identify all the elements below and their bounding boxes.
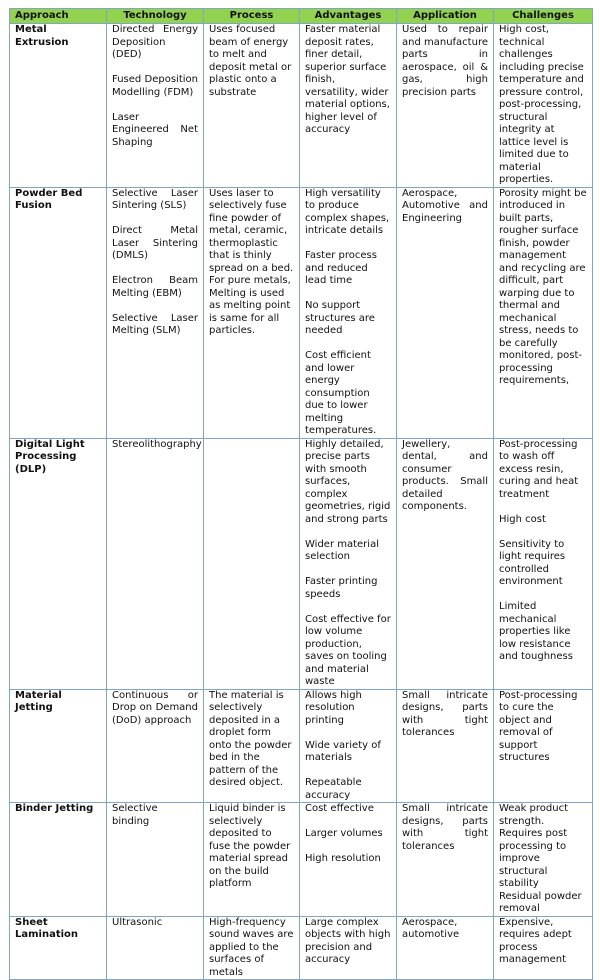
advantages-text: Faster process and reduced lead time: [305, 250, 377, 286]
challenges-text: High cost, technical challenges including precise temperature and pressure control, post-processing, structural integrity at lattice level is limited due to material properties.: [499, 24, 584, 185]
advantages-text: No support structures are needed: [305, 300, 375, 336]
process-text: High-frequency sound waves are applied to the surfaces of metals: [209, 916, 294, 978]
advantages-cell: [300, 916, 397, 980]
technology-text: Ultrasonic: [112, 916, 163, 928]
technology-cell: [107, 438, 204, 689]
challenges-text: Porosity might be introduced in built parts, rougher surface finish, powder management and recycling are difficult, part warping due to thermal and mechanical stress, needs to be carefully monitored, post-processing requirements,: [499, 187, 587, 386]
technology-text: Fused Deposition Modelling (FDM): [112, 74, 198, 98]
header-advantages: Advantages: [300, 9, 397, 24]
challenges-text: Post-processing to wash off excess resin, curing and heat treatment: [499, 438, 579, 500]
header-technology: Technology: [107, 9, 204, 24]
process-cell: [204, 187, 300, 438]
challenges-text: Weak product strength. Requires post processing to improve structural stability Residual powder removal: [499, 803, 582, 914]
advantages-text: Faster printing speeds: [305, 576, 378, 600]
challenges-text: Sensitivity to light requires controlled environment: [499, 538, 566, 587]
header-process: Process: [204, 9, 300, 24]
advantages-cell: [300, 803, 397, 917]
header-approach: Approach: [10, 9, 107, 24]
table-row: [10, 438, 593, 689]
process-cell: [204, 689, 300, 803]
advantages-text: Cost effective: [305, 803, 374, 814]
process-cell: [204, 24, 300, 188]
application-cell: [397, 689, 494, 803]
application-text: Jewellery, dental, and consumer products. Small detailed components.: [402, 438, 488, 512]
technology-cell: [107, 916, 204, 980]
challenges-cell: [494, 916, 593, 980]
approach-cell: Metal Extrusion: [10, 24, 107, 188]
challenges-cell: [494, 803, 593, 917]
challenges-cell: [494, 187, 593, 438]
technology-text: Direct Metal Laser Sintering (DMLS): [112, 225, 198, 261]
approach-cell: Sheet Lamination: [10, 916, 107, 980]
table-row: [10, 689, 593, 803]
challenges-cell: [494, 24, 593, 188]
application-text: Small intricate designs, parts with tight tolerances: [402, 689, 488, 738]
approach-cell: Binder Jetting: [10, 803, 107, 917]
process-text: Uses focused beam of energy to melt and deposit metal or plastic onto a substrate: [209, 24, 292, 98]
advantages-text: High resolution: [305, 853, 381, 864]
technology-text: Laser Engineered Net Shaping: [112, 111, 198, 148]
technology-text: Stereolithography: [112, 438, 202, 450]
process-cell: [204, 438, 300, 689]
technology-text: Selective Laser Melting (SLM): [112, 312, 198, 336]
advantages-text: High versatility to produce complex shapes, intricate details: [305, 187, 390, 236]
application-cell: [397, 438, 494, 689]
technology-text: Continuous or Drop on Demand (DoD) approach: [112, 689, 198, 726]
table-row: [10, 187, 593, 438]
technology-cell: [107, 689, 204, 803]
application-text: Used to repair and manufacture parts in aerospace, oil & gas, high precision parts: [402, 24, 488, 98]
challenges-text: Post-processing to cure the object and removal of support structures: [499, 689, 578, 763]
process-text: Uses laser to selectively fuse fine powder of metal, ceramic, thermoplastic that is thinly spread on a bed. For pure metals, Melting is used as melting point is same for all particles.: [209, 187, 294, 336]
advantages-cell: [300, 187, 397, 438]
table-row: [10, 803, 593, 917]
process-text: Liquid binder is selectively deposited to fuse the powder material spread on the build platform: [209, 803, 291, 889]
process-text: The material is selectively deposited in a droplet form onto the powder bed in the pattern of the desired object.: [209, 689, 292, 788]
application-text: Small intricate designs, parts with tight tolerances: [402, 803, 488, 852]
technology-cell: [107, 24, 204, 188]
process-cell: [204, 916, 300, 980]
advantages-cell: [300, 438, 397, 689]
advantages-text: Wider material selection: [305, 538, 379, 562]
advantages-text: Larger volumes: [305, 828, 383, 839]
application-text: Aerospace, automotive: [402, 916, 460, 940]
technology-text: Selective binding: [112, 803, 158, 827]
advantages-text: Cost effective for low volume production, saves on tooling and material waste: [305, 613, 391, 687]
advantages-cell: [300, 24, 397, 188]
application-cell: [397, 803, 494, 917]
advantages-cell: [300, 689, 397, 803]
application-cell: [397, 916, 494, 980]
approach-cell: Material Jetting: [10, 689, 107, 803]
application-text: Aerospace, Automotive and Engineering: [402, 187, 488, 224]
approach-cell: Digital Light Processing (DLP): [10, 438, 107, 689]
approach-cell: Powder Bed Fusion: [10, 187, 107, 438]
technology-text: Directed Energy Deposition (DED): [112, 24, 198, 60]
advantages-text: Repeatable accuracy: [305, 777, 362, 801]
application-cell: [397, 187, 494, 438]
technology-cell: [107, 187, 204, 438]
table-row: [10, 916, 593, 980]
process-cell: [204, 803, 300, 917]
challenges-cell: [494, 689, 593, 803]
header-row: [10, 9, 593, 24]
technology-text: Selective Laser Sintering (SLS): [112, 187, 198, 211]
additive-manufacturing-table: [9, 8, 593, 980]
technology-text: Electron Beam Melting (EBM): [112, 275, 198, 299]
advantages-text: Large complex objects with high precision and accuracy: [305, 916, 391, 965]
table-row: [10, 24, 593, 188]
application-cell: [397, 24, 494, 188]
header-application: Application: [397, 9, 494, 24]
advantages-text: Highly detailed, precise parts with smooth surfaces, complex geometries, rigid and strong parts: [305, 438, 391, 525]
challenges-cell: [494, 438, 593, 689]
advantages-text: Wide variety of materials: [305, 739, 381, 763]
header-challenges: Challenges: [494, 9, 593, 24]
advantages-text: Faster material deposit rates, finer detail, superior surface finish, versatility, wider material options, higher level of accuracy: [305, 24, 390, 135]
challenges-text: Expensive, requires adept process management: [499, 916, 572, 965]
technology-cell: [107, 803, 204, 917]
challenges-text: Limited mechanical properties like low resistance and toughness: [499, 601, 573, 662]
advantages-text: Allows high resolution printing: [305, 689, 362, 726]
advantages-text: Cost efficient and lower energy consumption due to lower melting temperatures.: [305, 350, 377, 436]
challenges-text: High cost: [499, 513, 546, 525]
